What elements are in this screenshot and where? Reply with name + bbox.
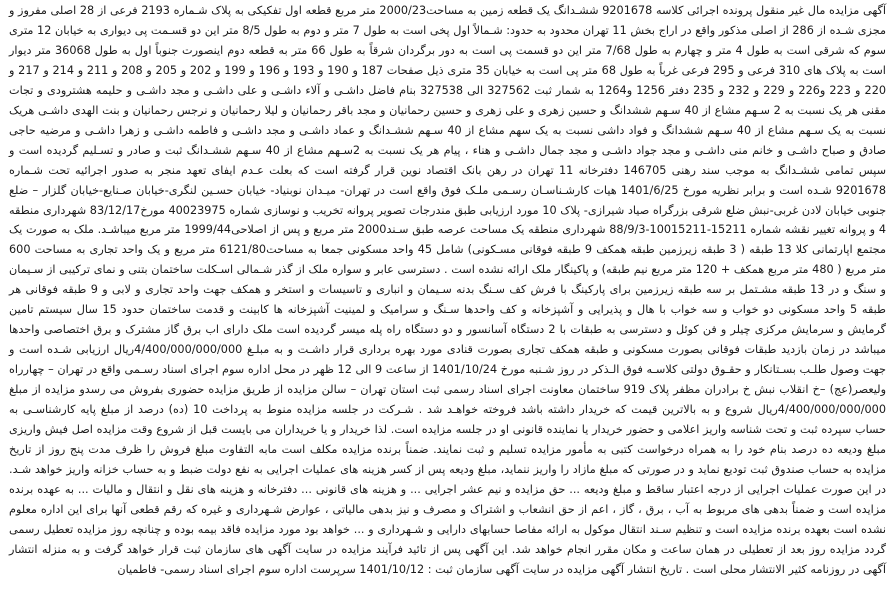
auction-notice-text: آگهی مزایده مال غیر منقول پرونده اجرائی کلاسه 9201678 ششـدانگ یک قطعه زمین به مساحت2000/23 متر مربع قطعه اول تفکیکی به پلاک شـماره 2193 فرعی از 28 اصلی مفروز و مجزی شـده از 286 از اصلی مذکور واقع در اراج بخش 11 تهران محدود به حدود: شـمالاً اول پخی است به طول 7 متر و دوم به طول 8/5 متر این دو قسـمت پی دیواری به خیابان 12 متری سوم که شرقی است به طول 4 متر و چهارم به طول 7/68 متر این دو قسمت پی است به دور برگردان شرقاً به طول 66 متر به قطعه دوم اینصورت جنوباً اول به طول 36068 متر دیوار است به پلاک های 310 فرعی و 295 فرعی غرباً به طول 68 متر پی است به خیابان 35 متری ذیل صفحات 187 و 190 و 193 و 196 و 199 و 202 و 205 و 208 و 211 و 214 و 217 و 220 و 223 و226 و 229 و 232 و 235 دفتر 1256 و1264 به شمار ثبت 327562 الی 327538 بنام فاضل داشـی و آلاء داشـی و علی داشـی و مجد داشـی و حلیمه هشترودی و تجات مقنی هر یک نسبت به 2 سـهم مشاع از 40 سـهم ششدانگ و حسین زهری و علی زهری و حسین رحمانیان و مجد باقر رحمانیان و لیلا رحمانیان و نرجس رحمانیان و بنت الهدی داشـی هریک نسبت به یک سـهم مشاع از 40 سـهم ششدانگ و فواد داشی نسبت به یک سهم مشاع از 40 سـهم ششـدانگ و عماد داشـی و مجد داشـی و فاطمه داشـی و زهرا داشـی و مرضیه حاجی صادق و صباح داشـی و خانم منی داشـی و مجد جواد داشـی و مجد جمال داشـی و هناء ، پیام هر یک نسبت به 2سـهم مشاع از 40 سـهم ششـدانگ ثبت و صادر و تسـلیم گردیده است و سپس تمامی ششـدانگ به موجب سند رهنی 146705 دفترخانه 11 تهران در رهن بانک اقتصاد نوین قرار گرفته است که بعلت عـدم ایفای تعهد منجر به صدور اجرائیه تحت شـماره 9201678 شـده است و برابر نظریه مورخ 1401/6/25 هیات کارشـناسـان رسـمی ملـک فوق واقع است در تهران- میـدان نوبنیاد- خیابان حسـین لنگری-خیابان صـنایع-خیابان گلزار – ضلع جنوبی خیابان لادن غربی-نبش ضلع شرقی بزرگراه صیاد شیرازی- پلاک 10 مورد ارزیابی طبق مندرجات تصویر پروانه تخریب و نوسازی شماره 40023975 مورخ83/12/17 شهرداری منطقه 4 و پروانه تغییر نقشه شماره 15211-10015211-88/9/3 شهرداری منطقه یک مساحت عرصه طبق سـند2000 متر مربع و پس از اصلاحی1999/44 متر مربع میباشـد. ملک به صورت یک مجتمع اپارتمانی کلا 13 طبقه ( 3 طبقه زیرزمین طبقه همکف 9 طبقه فوقانی مسـکونی) شامل 45 واحد مسکونی جمعا به مساحت6121/80 متر مربع و یک واحد تجاری به مساحت 600 متر مربع ( 480 متر مربع همکف + 120 متر مربع نیم طبقه) و پاکینگار ملک ارائه نشده است . دسترسی عابر و سواره ملک از گذر شـمالی اسـکلت ساختمان بتنی و نمای ترکیبی از سـیمان و سنگ و در 13 طبقه مشـتمل بر سه طبقه زیرزمین برای پارکینگ با فرش کف سـنگ بدنه سـیمان و انباری و تاسیسات و استخر و همکف جهت واحد تجاری و لابی و 9 طبقه فوقانی هر طبقه 5 واحد مسکونی دو خواب و سه خواب با هال و پذیرایی و آشپزخانه و کف واحدها سـنگ و سرامیک و لمینیت آشپزخانه ها کابینت و قدمت ساختمان حدود 15 سال سیستم تامین گرمایش و سرمایش مرکزی چیلر و فن کوئل و دسترسی به طبقات با 2 دستگاه آسانسور و دو دستگاه راه پله میسر گردیده است ملک دارای اب برق گاز مشترک و برق اختصاصی واحدها میباشد در زمان بازدید طبقات فوقانی بصورت مسکونی و طبقه همکف تجاری بصورت قنادی مورد بهره برداری قرار داشـت و به مبلـغ 4/400/000/000/000ریال ارزیابی شـده است و جهت وصول طلـب بسـتانکار و حقـوق دولتی کلاسـه فوق الـذکر در روز شـنبه مورخ 1401/10/24 از ساعت 9 الی 12 ظهر در محل اداره سوم اجرای اسناد رسـمی واقع در تهران – چهارراه ولیعصر(عج) –خ انقلاب نبش خ برادران مظفر پلاک 919 ساختمان معاونت اجرای اسناد رسمی ثبت استان تهران – سالن مزایده از طریق مزایده حضوری بفروش می رسدو مزایده از مبلغ 4/400/000/000/000ریال شروع و به بالاترین قیمت که خریدار داشته باشد فروخته خواهـد شد . شـرکت در جلسه مزایده منوط به پرداخت 10 (ده) درصد از مبلغ پایه کارشناسـی به حساب سپرده ثبت و تحت شناسه واریز اعلامی و حضور خریدار یا نماینده قانونی او در جلسه مزایده است. لذا خریدار و یا خریداران می بایست قبل از شروع وقت مزایده اصل فیش واریزی مبلغ ودیعه ده درصد بنام خود را به همراه درخواست کتبی به مأمور مزایده تسلیم و ثبت نمایند. ضمناً برنده مزایده مکلف است مابه التفاوت مبلغ فروش را ظرف مدت پنج روز از تاریخ مزایده به حساب صندوق ثبت تودیع نماید و در صورتی که مبلغ مازاد را واریز ننماید، مبلغ ودیعه پس از کسر هزینه های عملیات اجرایی به نفع دولت ضبط و به حساب خزانه واریز خواهد شـد. در این صورت عملیات اجرایی از درجه اعتبار ساقط و مبلغ ودیعه ... حق مزایده و نیم عشر اجرایی ... و هزینه های قانونی ... دفترخانه و هزینه های نقل و انتقال و مالیات ... به عهده برنده مزایده است و ضمناً بدهی های مربوط به آب ، برق ، گاز ، اعم از حق انشعاب و اشتراک و مصرف و نیز بدهی مالیاتی ، عوارض شـهرداری و غیره که رقم قطعی آنها برای این اداره معلوم نشده است بعهده برنده مزایده است و تنظیم سـند انتقال موکول به ارائه مفاصا حسابهای دارایی و شـهرداری و ... خواهد بود مورد مزایده فاقد بیمه بوده و چنانچه روز مزایده تعطیل رسمی گردد مزایده روز بعد از تعطیلی در همان ساعت و مکان مقرر انجام خواهد شد. این آگهی پس از تائید فرآیند مزایده در سایت آگهی های سازمان ثبت قرار خواهد گرفت و به منزله انتشار آگهی در روزنامه کثیر الانتشار محلی است . تاریخ انتشار آگهی مزایده در سایت آگهی سازمان ثبت : 1401/10/12 سرپرست اداره سوم اجرای اسناد رسمی- فاطمیان <box>9 4 887 576</box>
